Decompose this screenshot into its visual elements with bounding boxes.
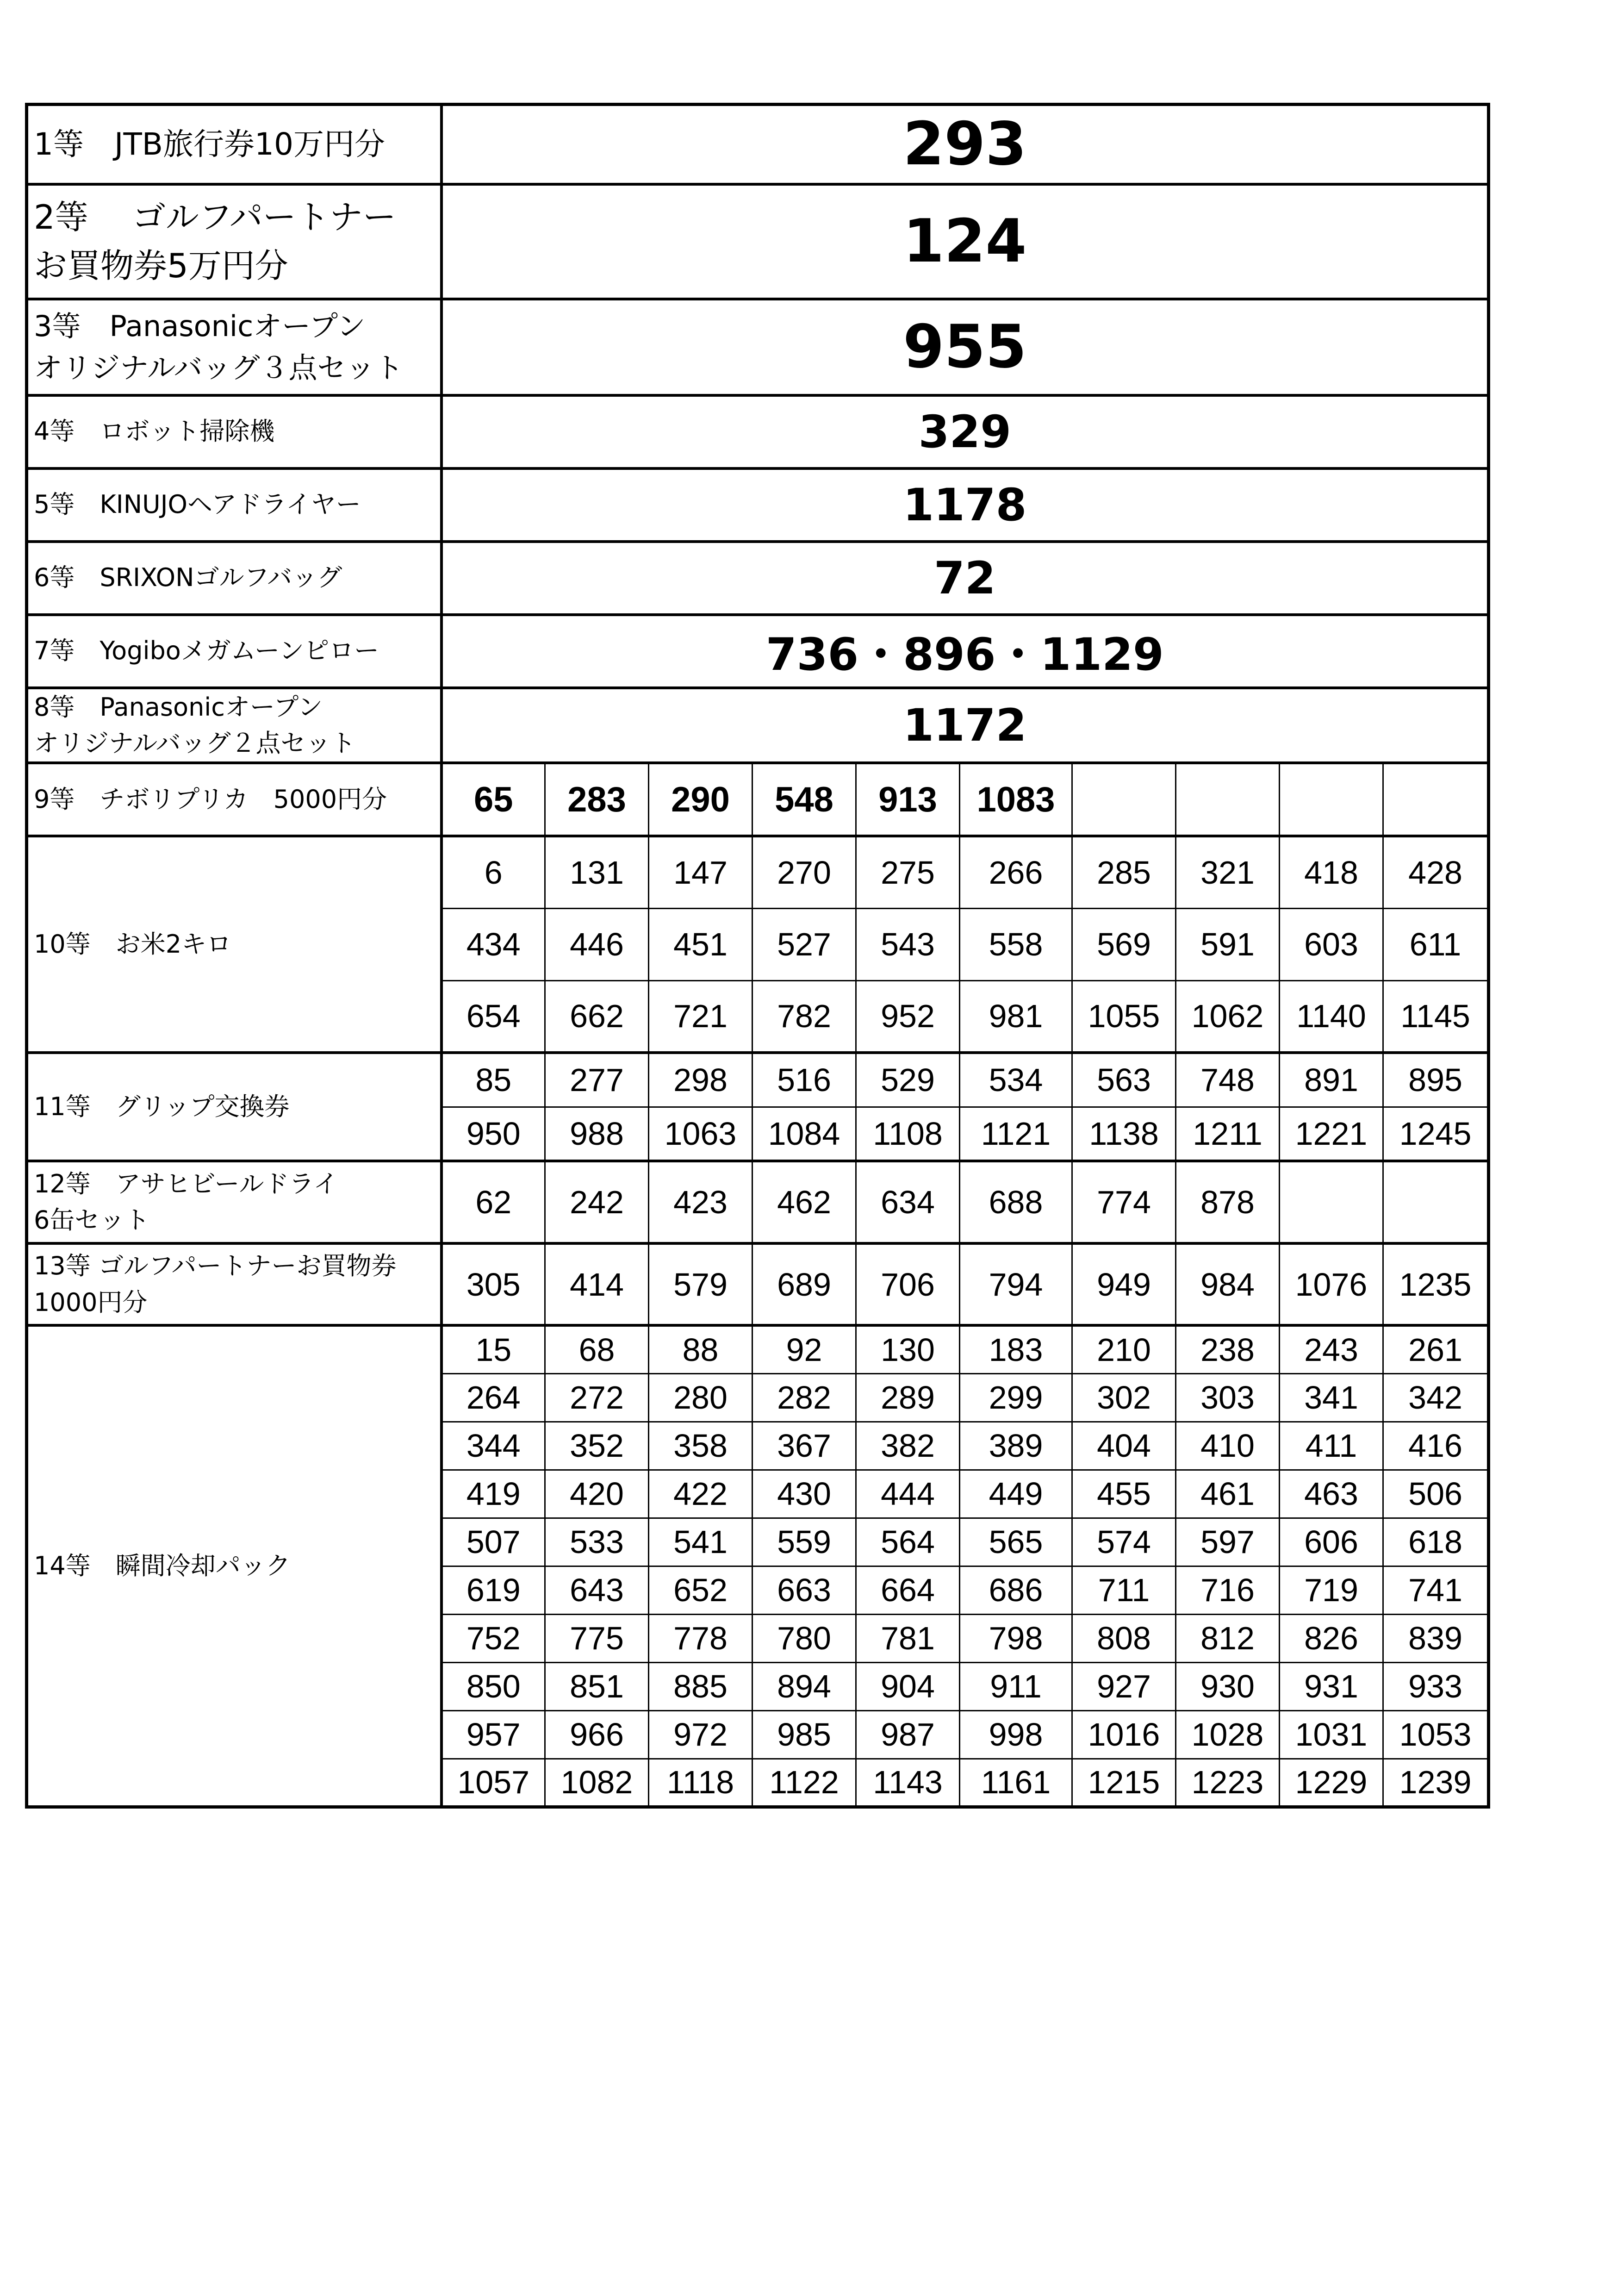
winning-number-cell: 321	[1176, 836, 1280, 908]
winning-number-cell: 446	[545, 908, 649, 980]
winning-number: 329	[442, 395, 1489, 468]
winning-number-cell: 927	[1072, 1662, 1176, 1710]
winning-number-cell: 420	[545, 1470, 649, 1518]
winning-number-cell: 183	[960, 1325, 1072, 1373]
winning-number-cell: 716	[1176, 1566, 1280, 1614]
winning-number-cell: 662	[545, 980, 649, 1053]
winning-number-cell: 1140	[1280, 980, 1383, 1053]
winning-number-cell: 1221	[1280, 1107, 1383, 1161]
winning-number-cell: 1143	[856, 1759, 960, 1807]
winning-number-cell: 410	[1176, 1422, 1280, 1470]
prize-label	[27, 1243, 442, 1325]
winning-number-cell: 775	[545, 1614, 649, 1662]
winning-number-cell: 85	[442, 1053, 545, 1107]
winning-number-cell: 280	[649, 1373, 752, 1422]
prize-row	[27, 542, 1489, 615]
winning-number-cell: 591	[1176, 908, 1280, 980]
winning-number-cell: 507	[442, 1518, 545, 1566]
winning-number-cell: 966	[545, 1710, 649, 1759]
winning-number-cell: 430	[752, 1470, 856, 1518]
winning-number-cell: 851	[545, 1662, 649, 1710]
prize-number-row	[27, 1053, 1489, 1107]
winning-number: 736・896・1129	[442, 615, 1489, 688]
winning-number-cell: 808	[1072, 1614, 1176, 1662]
winning-number-cell: 618	[1383, 1518, 1489, 1566]
winning-number-cell: 711	[1072, 1566, 1176, 1614]
winning-number-cell: 461	[1176, 1470, 1280, 1518]
winning-number: 124	[442, 184, 1489, 299]
prize-label	[27, 105, 442, 184]
winning-number-cell: 444	[856, 1470, 960, 1518]
winning-number-cell: 885	[649, 1662, 752, 1710]
prize-results-table	[25, 103, 1490, 1809]
winning-number-cell: 987	[856, 1710, 960, 1759]
winning-number-cell: 449	[960, 1470, 1072, 1518]
winning-number-cell: 382	[856, 1422, 960, 1470]
winning-number-cell: 904	[856, 1662, 960, 1710]
winning-number-cell: 1062	[1176, 980, 1280, 1053]
winning-number-cell: 88	[649, 1325, 752, 1373]
winning-number-cell: 344	[442, 1422, 545, 1470]
winning-number-cell: 654	[442, 980, 545, 1053]
winning-number-cell: 451	[649, 908, 752, 980]
winning-number-cell: 302	[1072, 1373, 1176, 1422]
prize-label	[27, 763, 442, 836]
winning-number-cell: 1215	[1072, 1759, 1176, 1807]
prize-label	[27, 468, 442, 542]
winning-number-cell: 565	[960, 1518, 1072, 1566]
winning-number-cell: 741	[1383, 1566, 1489, 1614]
winning-number-cell: 419	[442, 1470, 545, 1518]
winning-number-cell: 895	[1383, 1053, 1489, 1107]
winning-number-cell: 774	[1072, 1161, 1176, 1243]
winning-number-cell: 559	[752, 1518, 856, 1566]
winning-number-cell: 664	[856, 1566, 960, 1614]
winning-number-cell: 411	[1280, 1422, 1383, 1470]
winning-number-cell: 952	[856, 980, 960, 1053]
winning-number-cell: 462	[752, 1161, 856, 1243]
winning-number-cell: 782	[752, 980, 856, 1053]
winning-number-cell: 930	[1176, 1662, 1280, 1710]
winning-number-cell: 266	[960, 836, 1072, 908]
winning-number-cell: 455	[1072, 1470, 1176, 1518]
winning-number-cell: 422	[649, 1470, 752, 1518]
winning-number-cell: 1245	[1383, 1107, 1489, 1161]
winning-number-cell	[1072, 763, 1176, 836]
winning-number-cell: 597	[1176, 1518, 1280, 1566]
winning-number-cell: 62	[442, 1161, 545, 1243]
prize-label-line: 9等 チボリプリカ 5000円分	[34, 784, 387, 814]
winning-number-cell: 972	[649, 1710, 752, 1759]
prize-number-row	[27, 1243, 1489, 1325]
winning-number-cell: 1028	[1176, 1710, 1280, 1759]
winning-number-cell: 305	[442, 1243, 545, 1325]
winning-number-cell: 794	[960, 1243, 1072, 1325]
winning-number-cell: 285	[1072, 836, 1176, 908]
winning-number-cell: 778	[649, 1614, 752, 1662]
winning-number-cell: 506	[1383, 1470, 1489, 1518]
winning-number-cell: 663	[752, 1566, 856, 1614]
winning-number-cell: 688	[960, 1161, 1072, 1243]
winning-number-cell: 423	[649, 1161, 752, 1243]
winning-number-cell: 933	[1383, 1662, 1489, 1710]
prize-row	[27, 688, 1489, 763]
winning-number: 72	[442, 542, 1489, 615]
winning-number-cell: 270	[752, 836, 856, 908]
winning-number-cell: 689	[752, 1243, 856, 1325]
winning-number-cell: 527	[752, 908, 856, 980]
winning-number-cell: 68	[545, 1325, 649, 1373]
winning-number-cell: 1055	[1072, 980, 1176, 1053]
prize-label-line: 3等 Panasonicオープン	[34, 309, 366, 343]
winning-number-cell: 238	[1176, 1325, 1280, 1373]
winning-number: 293	[442, 105, 1489, 184]
winning-number-cell: 931	[1280, 1662, 1383, 1710]
prize-label	[27, 299, 442, 395]
winning-number-cell: 147	[649, 836, 752, 908]
winning-number-cell: 1145	[1383, 980, 1489, 1053]
winning-number-cell: 652	[649, 1566, 752, 1614]
prize-label	[27, 1053, 442, 1161]
winning-number-cell: 798	[960, 1614, 1072, 1662]
winning-number-cell: 891	[1280, 1053, 1383, 1107]
prize-label	[27, 615, 442, 688]
winning-number-cell: 781	[856, 1614, 960, 1662]
winning-number-cell	[1383, 763, 1489, 836]
prize-label-line: 4等 ロボット掃除機	[34, 417, 275, 446]
winning-number-cell: 574	[1072, 1518, 1176, 1566]
winning-number-cell: 1063	[649, 1107, 752, 1161]
winning-number-cell: 911	[960, 1662, 1072, 1710]
winning-number-cell: 643	[545, 1566, 649, 1614]
winning-number-cell: 289	[856, 1373, 960, 1422]
winning-number-cell: 131	[545, 836, 649, 908]
winning-number-cell: 1057	[442, 1759, 545, 1807]
winning-number-cell: 414	[545, 1243, 649, 1325]
prize-label-line: 11等 グリップ交換券	[34, 1092, 290, 1121]
winning-number-cell: 352	[545, 1422, 649, 1470]
winning-number-cell: 558	[960, 908, 1072, 980]
winning-number-cell: 1083	[960, 763, 1072, 836]
winning-number-cell: 341	[1280, 1373, 1383, 1422]
prize-label-line: 1000円分	[34, 1287, 148, 1317]
winning-number-cell: 416	[1383, 1422, 1489, 1470]
prize-label-line: 8等 Panasonicオープン	[34, 692, 323, 722]
prize-row	[27, 184, 1489, 299]
winning-number-cell: 210	[1072, 1325, 1176, 1373]
winning-number-cell: 894	[752, 1662, 856, 1710]
winning-number-cell: 428	[1383, 836, 1489, 908]
prize-label	[27, 184, 442, 299]
winning-number-cell: 6	[442, 836, 545, 908]
winning-number-cell: 264	[442, 1373, 545, 1422]
winning-number-cell: 563	[1072, 1053, 1176, 1107]
winning-number-cell: 529	[856, 1053, 960, 1107]
winning-number-cell: 988	[545, 1107, 649, 1161]
winning-number-cell: 290	[649, 763, 752, 836]
prize-label	[27, 836, 442, 1053]
winning-number-cell: 1211	[1176, 1107, 1280, 1161]
prize-row	[27, 395, 1489, 468]
winning-number-cell: 367	[752, 1422, 856, 1470]
winning-number-cell: 282	[752, 1373, 856, 1422]
winning-number-cell: 418	[1280, 836, 1383, 908]
winning-number-cell: 541	[649, 1518, 752, 1566]
winning-number-cell: 1223	[1176, 1759, 1280, 1807]
winning-number-cell: 277	[545, 1053, 649, 1107]
winning-number-cell: 985	[752, 1710, 856, 1759]
winning-number-cell: 748	[1176, 1053, 1280, 1107]
prize-label-line: 12等 アサヒビールドライ	[34, 1169, 338, 1198]
prize-number-row	[27, 836, 1489, 908]
prize-number-row	[27, 1161, 1489, 1243]
winning-number-cell: 1239	[1383, 1759, 1489, 1807]
winning-number-cell: 548	[752, 763, 856, 836]
winning-number-cell: 850	[442, 1662, 545, 1710]
winning-number-cell: 1122	[752, 1759, 856, 1807]
winning-number-cell: 839	[1383, 1614, 1489, 1662]
winning-number-cell: 1053	[1383, 1710, 1489, 1759]
winning-number-cell: 826	[1280, 1614, 1383, 1662]
winning-number-cell: 984	[1176, 1243, 1280, 1325]
winning-number-cell: 299	[960, 1373, 1072, 1422]
winning-number-cell: 15	[442, 1325, 545, 1373]
prize-label-line: 10等 お米2キロ	[34, 929, 232, 959]
prize-label	[27, 542, 442, 615]
prize-label-line: 2等 ゴルフパートナー	[34, 198, 396, 237]
winning-number-cell: 1229	[1280, 1759, 1383, 1807]
winning-number-cell: 957	[442, 1710, 545, 1759]
prize-label-line: オリジナルバッグ２点セット	[34, 728, 356, 758]
winning-number-cell: 949	[1072, 1243, 1176, 1325]
prize-label-line: 1等 JTB旅行券10万円分	[34, 126, 386, 162]
winning-number-cell: 611	[1383, 908, 1489, 980]
winning-number: 1172	[442, 688, 1489, 763]
winning-number-cell	[1383, 1161, 1489, 1243]
winning-number-cell: 1161	[960, 1759, 1072, 1807]
winning-number-cell: 686	[960, 1566, 1072, 1614]
winning-number-cell: 1108	[856, 1107, 960, 1161]
winning-number-cell: 463	[1280, 1470, 1383, 1518]
winning-number-cell: 342	[1383, 1373, 1489, 1422]
prize-label	[27, 1325, 442, 1807]
prize-row	[27, 468, 1489, 542]
prize-row	[27, 615, 1489, 688]
winning-number-cell: 1082	[545, 1759, 649, 1807]
winning-number-cell: 533	[545, 1518, 649, 1566]
winning-number-cell: 1121	[960, 1107, 1072, 1161]
winning-number-cell: 1031	[1280, 1710, 1383, 1759]
winning-number-cell: 1076	[1280, 1243, 1383, 1325]
winning-number-cell: 719	[1280, 1566, 1383, 1614]
winning-number-cell: 389	[960, 1422, 1072, 1470]
winning-number-cell: 569	[1072, 908, 1176, 980]
prize-number-row	[27, 763, 1489, 836]
prize-label-line: 13等 ゴルフパートナーお買物券	[34, 1251, 397, 1281]
winning-number: 955	[442, 299, 1489, 395]
winning-number-cell: 283	[545, 763, 649, 836]
winning-number-cell: 812	[1176, 1614, 1280, 1662]
prize-label-line: お買物券5万円分	[34, 246, 288, 285]
winning-number-cell: 913	[856, 763, 960, 836]
winning-number-cell: 1235	[1383, 1243, 1489, 1325]
winning-number-cell: 634	[856, 1161, 960, 1243]
prize-row	[27, 105, 1489, 184]
winning-number-cell: 92	[752, 1325, 856, 1373]
winning-number-cell: 434	[442, 908, 545, 980]
winning-number-cell	[1176, 763, 1280, 836]
prize-label-line: 6缶セット	[34, 1205, 150, 1235]
prize-label-line: 5等 KINUJOヘアドライヤー	[34, 490, 361, 519]
winning-number-cell: 1138	[1072, 1107, 1176, 1161]
winning-number-cell: 998	[960, 1710, 1072, 1759]
prize-label	[27, 395, 442, 468]
winning-number-cell: 950	[442, 1107, 545, 1161]
winning-number-cell: 619	[442, 1566, 545, 1614]
winning-number-cell: 1016	[1072, 1710, 1176, 1759]
winning-number-cell: 303	[1176, 1373, 1280, 1422]
winning-number-cell: 1118	[649, 1759, 752, 1807]
winning-number-cell: 780	[752, 1614, 856, 1662]
prize-label	[27, 688, 442, 763]
winning-number-cell: 130	[856, 1325, 960, 1373]
prize-label-line: 14等 瞬間冷却パック	[34, 1551, 291, 1580]
winning-number-cell: 516	[752, 1053, 856, 1107]
winning-number-cell: 603	[1280, 908, 1383, 980]
winning-number: 1178	[442, 468, 1489, 542]
prize-label-line: 7等 Yogiboメガムーンピロー	[34, 636, 379, 666]
winning-number-cell: 65	[442, 763, 545, 836]
winning-number-cell: 243	[1280, 1325, 1383, 1373]
winning-number-cell: 579	[649, 1243, 752, 1325]
winning-number-cell: 272	[545, 1373, 649, 1422]
winning-number-cell: 534	[960, 1053, 1072, 1107]
winning-number-cell: 275	[856, 836, 960, 908]
winning-number-cell: 878	[1176, 1161, 1280, 1243]
winning-number-cell: 564	[856, 1518, 960, 1566]
winning-number-cell: 242	[545, 1161, 649, 1243]
prize-number-row	[27, 1325, 1489, 1373]
winning-number-cell: 706	[856, 1243, 960, 1325]
winning-number-cell: 543	[856, 908, 960, 980]
prize-label	[27, 1161, 442, 1243]
winning-number-cell: 721	[649, 980, 752, 1053]
winning-number-cell: 404	[1072, 1422, 1176, 1470]
prize-row	[27, 299, 1489, 395]
prize-label-line: 6等 SRIXONゴルフバッグ	[34, 563, 342, 593]
winning-number-cell: 358	[649, 1422, 752, 1470]
winning-number-cell: 752	[442, 1614, 545, 1662]
winning-number-cell	[1280, 763, 1383, 836]
winning-number-cell	[1280, 1161, 1383, 1243]
winning-number-cell: 606	[1280, 1518, 1383, 1566]
winning-number-cell: 298	[649, 1053, 752, 1107]
winning-number-cell: 1084	[752, 1107, 856, 1161]
winning-number-cell: 981	[960, 980, 1072, 1053]
winning-number-cell: 261	[1383, 1325, 1489, 1373]
prize-label-line: オリジナルバッグ３点セット	[34, 350, 404, 385]
